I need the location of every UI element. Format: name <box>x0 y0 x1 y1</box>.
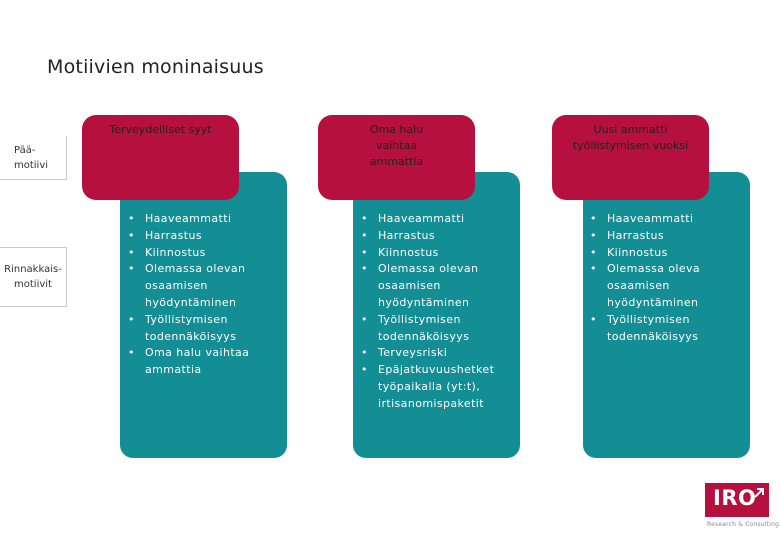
column-2-item-list <box>360 211 500 413</box>
list-item: • Kiinnostus <box>360 245 500 262</box>
list-item: • Kiinnostus <box>127 245 255 262</box>
row-label-side-text: Rinnakkais- motiivit <box>4 264 62 290</box>
list-item: • Olemassa olevan osaamisen hyödyntäminen <box>360 261 500 311</box>
list-item: • Oma halu vaihtaa ammattia <box>127 345 255 379</box>
row-label-main-text: Pää- motiivi <box>14 145 49 171</box>
list-item: • Työllistymisen todennäköisyys <box>360 312 500 346</box>
list-item: • Harrastus <box>589 228 729 245</box>
list-item: • Työllistymisen todennäköisyys <box>589 312 729 346</box>
list-item: • Epäjatkuvuushetket työpaikalla (yt:t), irtisanomispaketit <box>360 362 500 412</box>
list-item: • Työllistymisen todennäköisyys <box>127 312 255 346</box>
slide-title: Motiivien moninaisuus <box>47 56 264 78</box>
list-item: • Olemassa oleva osaamisen hyödyntäminen <box>589 261 729 311</box>
row-label-side-motives <box>0 247 67 307</box>
list-item: • Kiinnostus <box>589 245 729 262</box>
list-item: • Harrastus <box>360 228 500 245</box>
logo-tagline: Research & Consulting <box>707 521 780 528</box>
list-item: • Haaveammatti <box>127 211 255 228</box>
column-3-item-list <box>589 211 729 345</box>
column-1-item-list <box>127 211 255 379</box>
column-3-heading: Uusi ammatti työllistymisen vuoksi <box>572 123 689 152</box>
logo-arrow-icon <box>753 487 765 499</box>
list-item: • Harrastus <box>127 228 255 245</box>
list-item: • Olemassa olevan osaamisen hyödyntäminen <box>127 261 255 311</box>
logo-wordmark: IRO <box>713 486 757 510</box>
column-2-heading: Oma halu vaihtaa ammattia <box>369 123 424 168</box>
row-label-main-motive <box>0 136 67 180</box>
column-1-heading: Terveydelliset syyt <box>109 123 212 136</box>
list-item: • Terveysriski <box>360 345 500 362</box>
list-item: • Haaveammatti <box>589 211 729 228</box>
list-item: • Haaveammatti <box>360 211 500 228</box>
iro-logo <box>705 483 769 517</box>
